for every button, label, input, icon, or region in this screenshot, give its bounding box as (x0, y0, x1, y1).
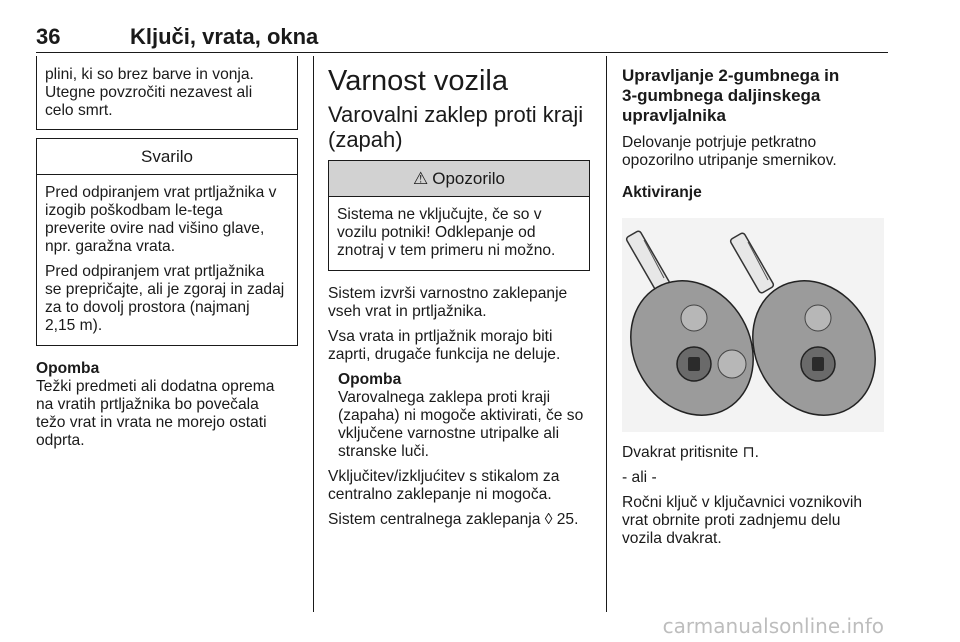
column-divider (313, 56, 314, 612)
text-line: vrat obrnite proti zadnjemu delu (622, 512, 841, 529)
text-line: npr. garažna vrata. (45, 238, 176, 255)
text-line: Ročni ključ v ključavnici voznikovih (622, 494, 863, 511)
text-line: vozila dvakrat. (622, 530, 722, 547)
column-left (36, 56, 298, 450)
column-right (622, 56, 884, 548)
cross-reference: Sistem centralnega zaklepanja ◊ 25. (328, 511, 579, 528)
caution-box-title (329, 161, 589, 197)
caution-box-body (329, 197, 589, 270)
caution-title-text: Opozorilo (432, 169, 505, 188)
key-right (729, 232, 884, 432)
text-line: Sistema ne vključujte, če so v (337, 206, 542, 223)
text-line: odprta. (36, 432, 85, 449)
procedure-heading: Upravljanje 2-gumbnega in 3-gumbnega daljinskega upravljalnika (622, 66, 840, 125)
text-line: (zapaha) ni mogoče aktivirati, če so (338, 407, 584, 424)
continued-warning-box (36, 56, 298, 130)
section-title: Varnost vozila (328, 65, 508, 97)
text-line: se prepričajte, ali je zgoraj in zadaj (45, 281, 285, 298)
warning-triangle-icon: ⚠ (412, 169, 429, 188)
text-line: Vsa vrata in prtljažnik morajo biti (328, 328, 553, 345)
text-line: izogib poškodbam le-tega (45, 202, 223, 219)
text-line: Utegne povzročiti nezavest ali (45, 84, 253, 101)
column-divider (606, 56, 607, 612)
note-title: Opomba (338, 371, 402, 388)
column-middle (328, 56, 590, 529)
text-line: centralno zaklepanje ni mogoča. (328, 486, 552, 503)
text-line: znotraj v tem primeru ni možno. (337, 242, 556, 259)
text-line: preverite ovire nad višino glave, (45, 220, 265, 237)
text-line: Vključitev/izkljućitev s stikalom za (328, 468, 560, 485)
chapter-title: Ključi, vrata, okna (130, 24, 319, 49)
text-line: vseh vrat in prtljažnika. (328, 303, 487, 320)
text-line: vozilu potniki! Odklepanje od (337, 224, 536, 241)
text-line: zaprti, drugače funkcija ne deluje. (328, 346, 561, 363)
subsection-title: Varovalni zaklep proti kraji (zapah) (328, 102, 584, 152)
remote-keys-illustration (622, 218, 884, 432)
text-line: vključene varnostne utripalke ali (338, 425, 560, 442)
text-line: Pred odpiranjem vrat prtljažnika v (45, 184, 277, 201)
warning-box (36, 138, 298, 346)
text-line: za to dovolj prostora (najmanj (45, 299, 250, 316)
two-remote-keys-icon (622, 218, 884, 432)
page-header (36, 18, 888, 53)
warning-box-title: Svarilo (37, 139, 297, 175)
or-separator: - ali - (622, 469, 657, 486)
text-line: Težki predmeti ali dodatna oprema (36, 378, 275, 395)
text-line: Varovalnega zaklepa proti kraji (338, 389, 551, 406)
caution-box (328, 160, 590, 271)
text-line: 2,15 m). (45, 317, 103, 334)
note-title: Opomba (36, 360, 100, 377)
text-line: Delovanje potrjuje petkratno (622, 134, 817, 151)
text-line: Pred odpiranjem vrat prtljažnika (45, 263, 265, 280)
text-line: težo vrat in vrata ne morejo ostati (36, 414, 267, 431)
watermark: carmanualsonline.info (662, 614, 884, 638)
page-number: 36 (36, 24, 61, 49)
text-line: celo smrt. (45, 102, 113, 119)
text-line: Sistem izvrši varnostno zaklepanje (328, 285, 568, 302)
note-block (328, 371, 590, 461)
text-line: stranske luči. (338, 443, 429, 460)
text-line: plini, ki so brez barve in vonja. (45, 66, 254, 83)
activation-subheading: Aktiviranje (622, 184, 702, 201)
warning-box-body (37, 175, 297, 345)
text-line: opozorilno utripanje smernikov. (622, 152, 837, 169)
text-line: na vratih prtljažnika bo povečala (36, 396, 259, 413)
step-press-twice: Dvakrat pritisnite ⊓. (622, 444, 759, 461)
